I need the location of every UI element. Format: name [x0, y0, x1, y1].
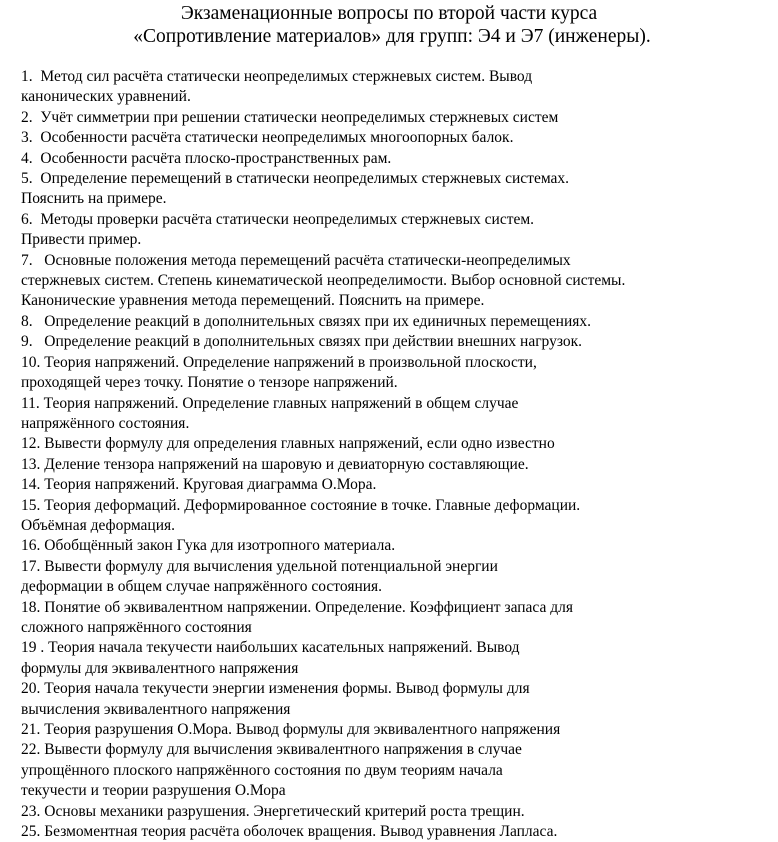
question-line: 13. Деление тензора напряжений на шаровую и девиаторную составляющие.	[21, 455, 529, 473]
question-line: 23. Основы механики разрушения. Энергетический критерий роста трещин.	[21, 802, 525, 820]
question-line: Объёмная деформация.	[21, 516, 176, 534]
question-line: формулы для эквивалентного напряжения	[21, 659, 299, 677]
question-line: 2. Учёт симметрии при решении статически неопределимых стержневых систем	[21, 108, 559, 126]
question-line: текучести и теории разрушения О.Мора	[21, 782, 286, 800]
question-line: 1. Метод сил расчёта статически неопределимых стержневых систем. Вывод	[21, 68, 533, 85]
question-line: напряжённого состояния.	[21, 414, 190, 432]
question-line: 9. Определение реакций в дополнительных связях при действии внешних нагрузок.	[21, 333, 583, 351]
question-line: Пояснить на примере.	[21, 190, 167, 208]
question-line: сложного напряжённого состояния	[21, 618, 252, 636]
question-line: 18. Понятие об эквивалентном напряжении. Определение. Коэффициент запаса для	[21, 598, 573, 616]
question-line: 16. Обобщённый закон Гука для изотропного материала.	[21, 537, 396, 555]
question-line: 22. Вывести формулу для вычисления эквивалентного напряжения в случае	[21, 741, 522, 759]
question-line: 20. Теория начала текучести энергии изменения формы. Вывод формулы для	[21, 680, 530, 698]
question-line: 15. Теория деформаций. Деформированное состояние в точке. Главные деформации.	[21, 496, 581, 514]
question-line: Привести пример.	[21, 231, 142, 249]
question-line: деформации в общем случае напряжённого состояния.	[21, 578, 383, 596]
question-line: 3. Особенности расчёта статически неопределимых многоопорных балок.	[21, 129, 514, 147]
question-line: 17. Вывести формулу для вычисления удельной потенциальной энергии	[21, 557, 498, 575]
question-line: 11. Теория напряжений. Определение главных напряжений в общем случае	[21, 394, 519, 412]
question-line: 10. Теория напряжений. Определение напряжений в произвольной плоскости,	[21, 353, 537, 371]
question-line: стержневых систем. Степень кинематической неопределимости. Выбор основной системы.	[21, 272, 626, 290]
question-line: канонических уравнений.	[21, 88, 191, 106]
question-list	[21, 67, 771, 842]
question-line: 4. Особенности расчёта плоско-пространственных рам.	[21, 149, 392, 167]
question-line: 5. Определение перемещений в статически неопределимых стержневых системах.	[21, 170, 570, 188]
question-line: 8. Определение реакций в дополнительных связях при их единичных перемещениях.	[21, 312, 592, 330]
title-line-2: «Сопротивление материалов» для групп: Э4 и Э7 (инженеры).	[133, 26, 651, 47]
question-line: 12. Вывести формулу для определения главных напряжений, если одно известно	[21, 435, 555, 453]
title-line-1: Экзаменационные вопросы по второй части курса	[180, 3, 598, 24]
page-title	[0, 2, 778, 48]
question-line: 6. Методы проверки расчёта статически неопределимых стержневых систем.	[21, 210, 535, 228]
question-line: 7. Основные положения метода перемещений расчёта статически-неопределимых	[21, 251, 571, 269]
question-line: 19 . Теория начала текучести наибольших касательных напряжений. Вывод	[21, 639, 520, 657]
question-line: 21. Теория разрушения О.Мора. Вывод формулы для эквивалентного напряжения	[21, 721, 561, 738]
question-line: упрощённого плоского напряжённого состояния по двум теориям начала	[21, 761, 503, 779]
question-line: проходящей через точку. Понятие о тензоре напряжений.	[21, 374, 398, 392]
question-line: Канонические уравнения метода перемещений. Пояснить на примере.	[21, 292, 485, 310]
question-line: вычисления эквивалентного напряжения	[21, 700, 291, 718]
question-line: 14. Теория напряжений. Круговая диаграмма О.Мора.	[21, 476, 377, 494]
question-line: 25. Безмоментная теория расчёта оболочек вращения. Вывод уравнения Лапласа.	[21, 823, 558, 841]
